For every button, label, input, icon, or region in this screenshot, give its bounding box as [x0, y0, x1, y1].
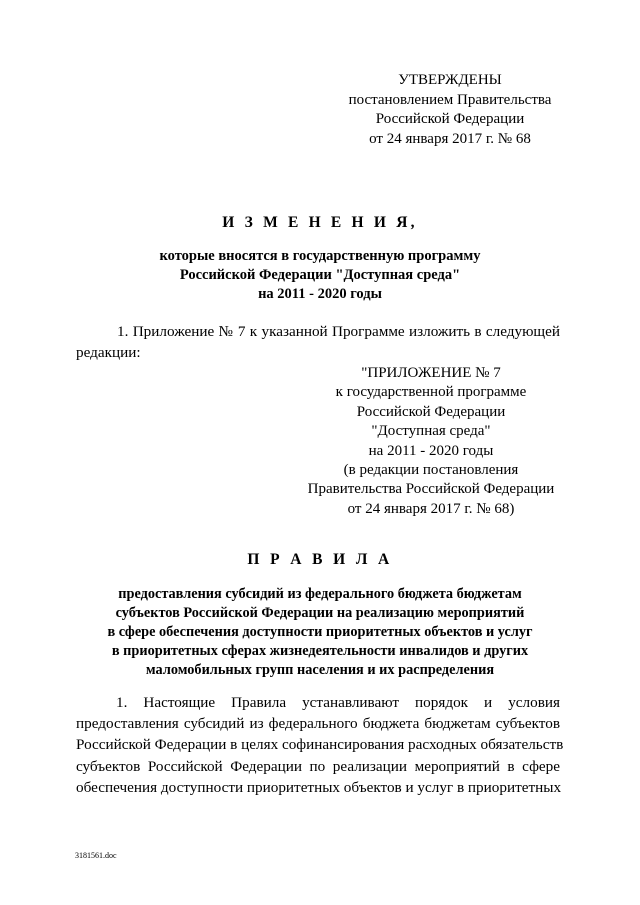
changes-title: И З М Е Н Е Н И Я, [222, 214, 418, 231]
paragraph-line: 1. Приложение № 7 к указанной Программе изложить в следующей [117, 323, 560, 340]
changes-subtitle-line: которые вносятся в государственную программу [159, 248, 481, 264]
appendix-line: Российской Федерации [356, 403, 506, 420]
paragraph-2 [76, 692, 564, 798]
approval-stamp [330, 71, 570, 149]
appendix-line: "ПРИЛОЖЕНИЕ № 7 [361, 365, 501, 381]
paragraph-1 [76, 321, 560, 363]
appendix-line: "Доступная среда" [371, 423, 491, 440]
rules-subtitle-line: маломобильных групп населения и их распределения [145, 662, 495, 678]
appendix-line: (в редакции постановления [343, 462, 519, 479]
changes-subtitle-line: на 2011 - 2020 годы [258, 286, 382, 302]
approval-line: от 24 января 2017 г. № 68 [369, 130, 531, 147]
approval-line: Российской Федерации [375, 111, 525, 127]
approval-line: УТВЕРЖДЕНЫ [398, 72, 502, 88]
paragraph-line: Российской Федерации в целях софинансирования расходных обязательств [76, 736, 564, 754]
changes-subtitle [75, 247, 565, 304]
paragraph-line: редакции: [76, 344, 141, 361]
appendix-header [300, 364, 562, 519]
appendix-line: от 24 января 2017 г. № 68) [347, 500, 515, 517]
rules-subtitle-line: в сфере обеспечения доступности приоритетных объектов и услуг [107, 624, 533, 640]
appendix-line: Правительства Российской Федерации [307, 481, 555, 498]
rules-subtitle-line: в приоритетных сферах жизнедеятельности инвалидов и других [111, 643, 529, 659]
rules-subtitle-line: предоставления субсидий из федерального бюджета бюджетам [118, 586, 522, 602]
rules-title: П Р А В И Л А [247, 551, 393, 568]
approval-line: постановлением Правительства [348, 91, 552, 108]
rules-subtitle [75, 585, 565, 680]
appendix-line: к государственной программе [335, 384, 527, 401]
paragraph-line: 1. Настоящие Правила устанавливают порядок и условия [116, 694, 560, 711]
document-id-footer: 3181561.doc [75, 851, 117, 860]
rules-subtitle-line: субъектов Российской Федерации на реализацию мероприятий [115, 605, 525, 621]
appendix-line: на 2011 - 2020 годы [368, 442, 494, 459]
paragraph-line: субъектов Российской Федерации по реализации мероприятий в сфере [76, 757, 560, 775]
paragraph-line: обеспечения доступности приоритетных объектов и услуг в приоритетных [76, 778, 562, 796]
paragraph-line: предоставления субсидий из федерального бюджета бюджетам субъектов [76, 715, 560, 733]
changes-subtitle-line: Российской Федерации "Доступная среда" [179, 267, 461, 283]
